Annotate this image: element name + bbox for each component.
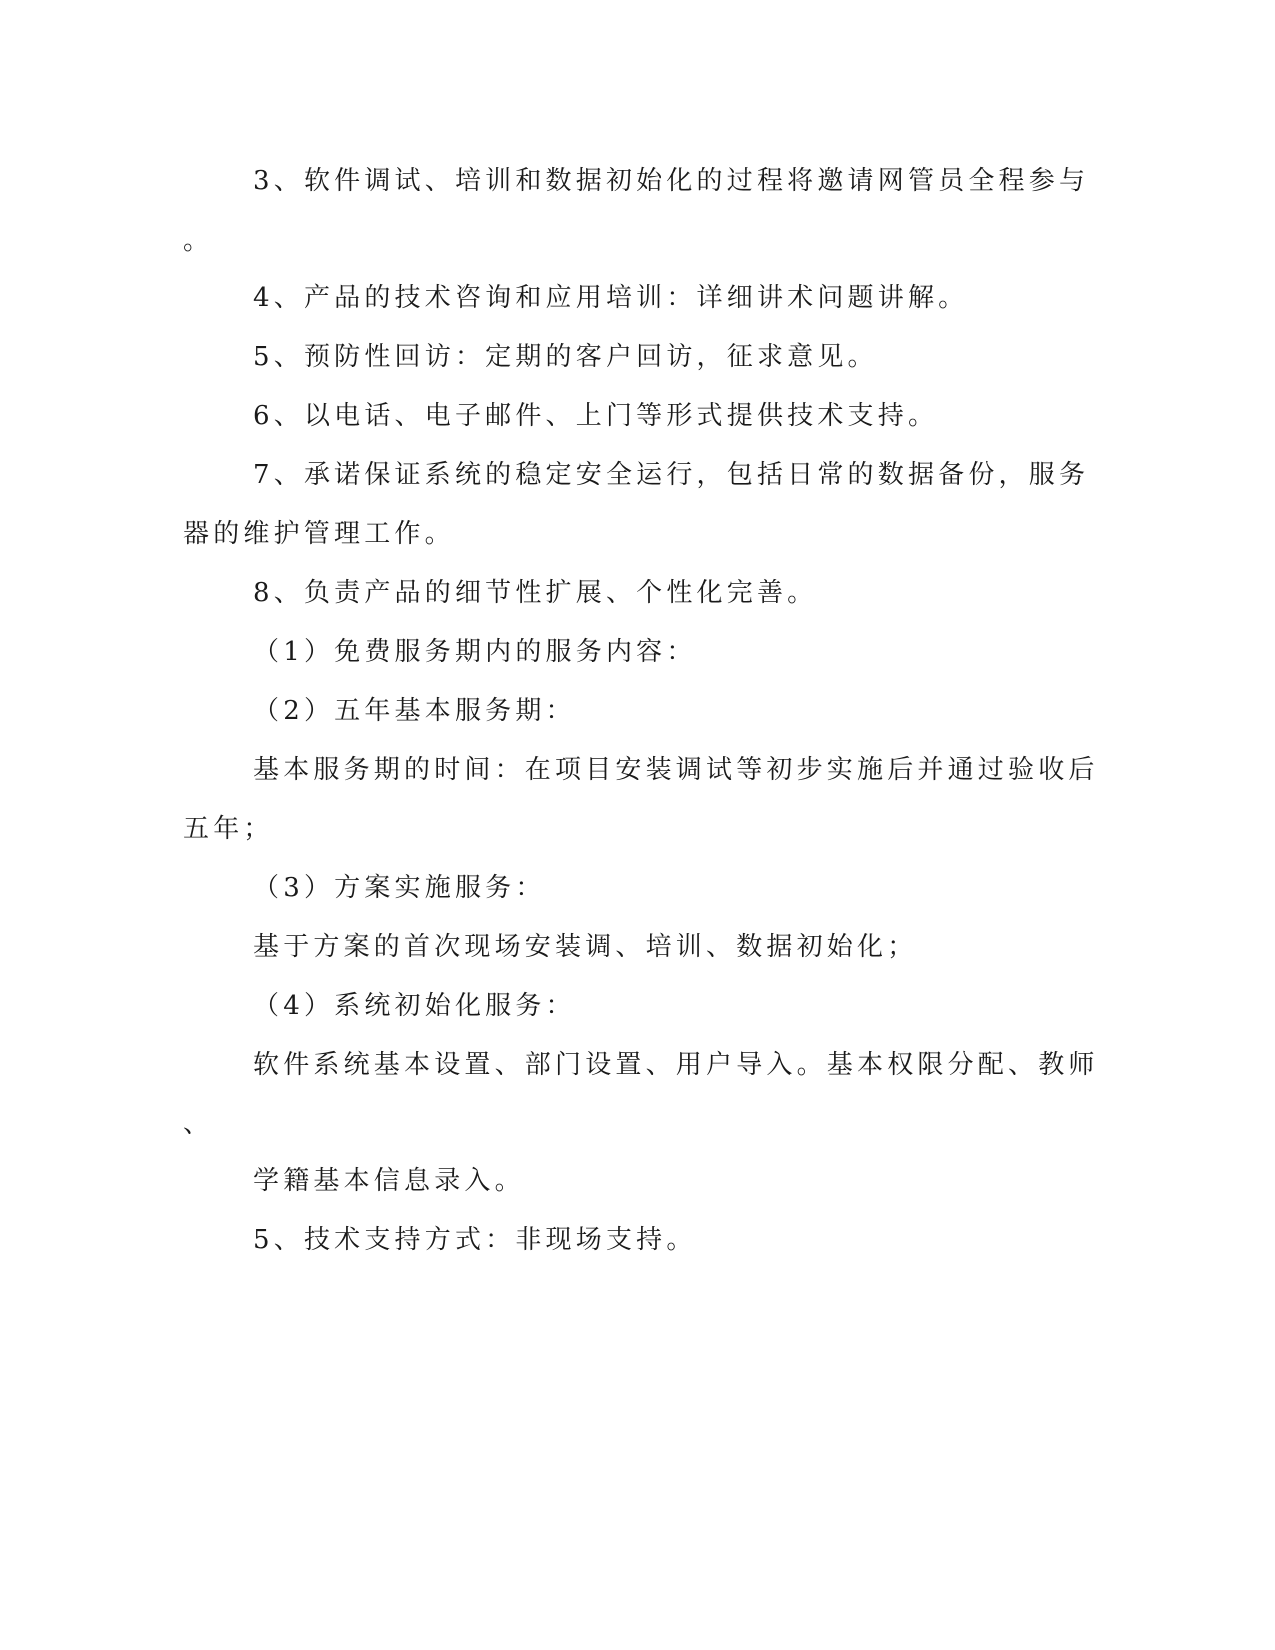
student-records-paragraph: 学籍基本信息录入。: [253, 1166, 525, 1196]
service-period-continuation: 五年；: [183, 814, 274, 844]
implementation-paragraph: 基于方案的首次现场安装调、培训、数据初始化；: [253, 932, 918, 962]
subsection-2-heading: （2）五年基本服务期：: [253, 696, 576, 726]
initialization-paragraph: 软件系统基本设置、部门设置、用户导入。基本权限分配、教师: [253, 1050, 1099, 1080]
paragraph-item-7: 7、承诺保证系统的稳定安全运行，包括日常的数据备份，服务: [253, 460, 1090, 490]
subsection-1-heading: （1）免费服务期内的服务内容：: [253, 637, 697, 667]
paragraph-item-5: 5、预防性回访：定期的客户回访，征求意见。: [253, 342, 878, 372]
paragraph-item-4: 4、产品的技术咨询和应用培训：详细讲术问题讲解。: [253, 283, 969, 313]
paragraph-item-3: 3、软件调试、培训和数据初始化的过程将邀请网管员全程参与: [253, 166, 1090, 196]
subsection-4-heading: （4）系统初始化服务：: [253, 991, 576, 1021]
paragraph-item-3-continuation: 。: [183, 226, 214, 256]
paragraph-item-6: 6、以电话、电子邮件、上门等形式提供技术支持。: [253, 401, 939, 431]
paragraph-item-7-continuation: 器的维护管理工作。: [183, 519, 455, 549]
initialization-continuation: 、: [183, 1109, 214, 1139]
paragraph-item-8: 8、负责产品的细节性扩展、个性化完善。: [253, 578, 818, 608]
service-period-paragraph: 基本服务期的时间：在项目安装调试等初步实施后并通过验收后: [253, 755, 1099, 785]
subsection-3-heading: （3）方案实施服务：: [253, 873, 546, 903]
support-method-paragraph: 5、技术支持方式：非现场支持。: [253, 1225, 697, 1255]
